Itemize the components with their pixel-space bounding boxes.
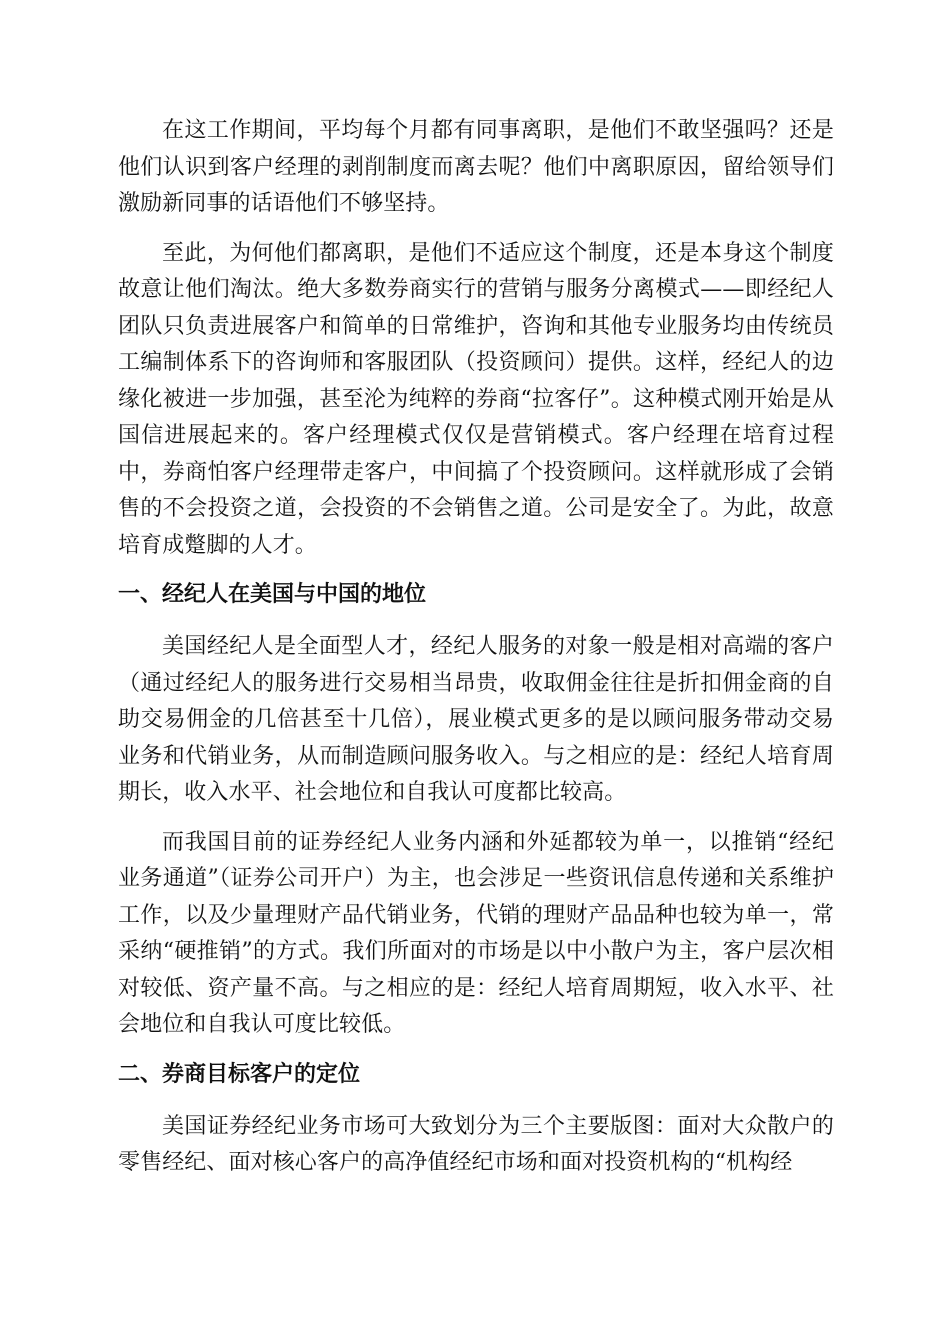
document-page [118,113,834,1195]
section-heading-1: 一、经纪人在美国与中国的地位 [118,582,427,607]
paragraph-intro-2: 至此，为何他们都离职，是他们不适应这个制度，还是本身这个制度故意让他们淘汰。绝大多数券商实行的营销与服务分离模式——即经纪人团队只负责进展客户和简单的日常维护，咨询和其他专业服务均由传统员工编制体系下的咨询师和客服团队（投资顾问）提供。这样，经纪人的边缘化被进一步加强，甚至沦为纯粹的券商“拉客仔”。这种模式刚开始是从国信进展起来的。客户经理模式仅仅是营销模式。客户经理在培育过程中，券商怕客户经理带走客户，中间搞了个投资顾问。这样就形成了会销售的不会投资之道，会投资的不会销售之道。公司是安全了。为此，故意培育成蹩脚的人才。 [118,240,834,558]
paragraph-section1-2: 而我国目前的证券经纪人业务内涵和外延都较为单一，以推销“经纪业务通道”（证券公司开户）为主，也会涉足一些资讯信息传递和关系维护工作，以及少量理财产品代销业务，代销的理财产品品种也较为单一，常采纳“硬推销”的方式。我们所面对的市场是以中小散户为主，客户层次相对较低、资产量不高。与之相应的是：经纪人培育周期短，收入水平、社会地位和自我认可度比较低。 [118,829,834,1037]
paragraph-section1-1: 美国经纪人是全面型人才，经纪人服务的对象一般是相对高端的客户（通过经纪人的服务进行交易相当昂贵，收取佣金往往是折扣佣金商的自助交易佣金的几倍甚至十几倍），展业模式更多的是以顾问服务带动交易业务和代销业务，从而制造顾问服务收入。与之相应的是：经纪人培育周期长，收入水平、社会地位和自我认可度都比较高。 [118,634,834,805]
section-heading-2: 二、券商目标客户的定位 [118,1061,361,1087]
paragraph-section2-1: 美国证券经纪业务市场可大致划分为三个主要版图：面对大众散户的零售经纪、面对核心客户的高净值经纪市场和面对投资机构的“机构经 [118,1113,834,1175]
paragraph-intro-1: 在这工作期间，平均每个月都有同事离职，是他们不敢坚强吗？还是他们认识到客户经理的剥削制度而离去呢？他们中离职原因，留给领导们激励新同事的话语他们不够坚持。 [118,118,834,216]
